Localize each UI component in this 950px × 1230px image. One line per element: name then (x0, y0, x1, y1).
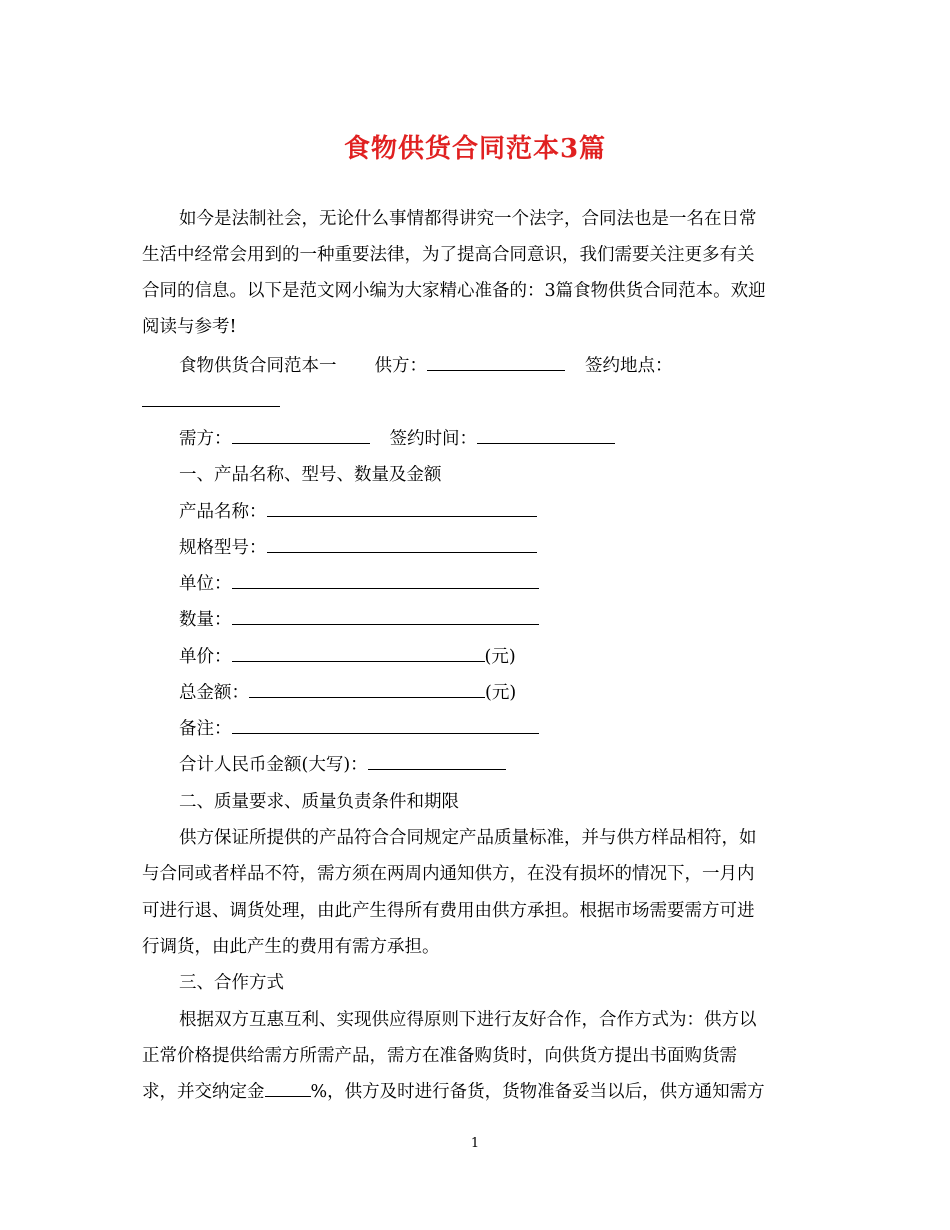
document-title: 食物供货合同范本3篇 (343, 134, 607, 164)
contract-heading: 食物供货合同范本一 (179, 356, 337, 376)
sign-place-label: 签约地点： (585, 356, 673, 376)
page-number: 1 (470, 1136, 480, 1151)
intro-line-3: 合同的信息。以下是范文网小编为大家精心准备的：3篇食物供货合同范本。欢迎 (142, 281, 766, 301)
section-2-line-1: 供方保证所提供的产品符合合同规定产品质量标准，并与供方样品相符，如 (179, 828, 757, 848)
intro-line-1: 如今是法制社会，无论什么事情都得讲究一个法字，合同法也是一名在日常 (179, 209, 757, 229)
rmb-total-line (179, 753, 845, 777)
unit-price-label: 单价： (179, 647, 232, 667)
sign-time-blank (477, 427, 615, 444)
product-name-blank (267, 500, 537, 517)
sign-place-line (142, 390, 808, 414)
sign-time-label: 签约时间： (389, 429, 477, 449)
remarks-blank (232, 717, 539, 734)
total-amount-blank (249, 681, 485, 698)
unit-line (179, 572, 845, 596)
buyer-line (179, 427, 845, 451)
section-2-line-2: 与合同或者样品不符，需方须在两周内通知供方，在没有损坏的情况下，一月内 (142, 864, 755, 884)
unit-price-blank (232, 645, 485, 662)
unit-label: 单位： (179, 574, 232, 594)
unit-price-suffix: (元) (484, 647, 516, 667)
section-3-line-3 (142, 1080, 808, 1104)
unit-blank (232, 572, 539, 589)
product-name-label: 产品名称： (179, 502, 267, 522)
supplier-label: 供方： (374, 356, 427, 376)
section-3-line-3-pre: 求，并交纳定金 (142, 1082, 265, 1102)
remarks-label: 备注： (179, 719, 232, 739)
rmb-total-label: 合计人民币金额(大写)： (179, 755, 368, 775)
section-2-line-3: 可进行退、调货处理，由此产生得所有费用由供方承担。根据市场需要需方可进 (142, 901, 755, 921)
section-3-line-1: 根据双方互惠互利、实现供应得原则下进行友好合作，合作方式为：供方以 (179, 1010, 757, 1030)
total-amount-line (179, 681, 845, 705)
buyer-blank (232, 427, 370, 444)
unit-price-line (179, 645, 845, 669)
section-2-line-4: 行调货，由此产生的费用有需方承担。 (142, 937, 440, 957)
spec-model-label: 规格型号： (179, 538, 267, 558)
product-name-line (179, 500, 845, 524)
quantity-line (179, 608, 845, 632)
supplier-blank (427, 354, 565, 371)
section-3-line-2: 正常价格提供给需方所需产品，需方在准备购货时，向供货方提出书面购货需 (142, 1046, 737, 1066)
spec-model-line (179, 536, 845, 560)
intro-line-4: 阅读与参考! (142, 317, 237, 337)
quantity-blank (232, 608, 539, 625)
rmb-total-blank (368, 753, 506, 770)
section-3-title: 三、合作方式 (179, 973, 284, 993)
section-3-line-3-post: %，供方及时进行备货，货物准备妥当以后，供方通知需方 (310, 1082, 765, 1102)
spec-model-blank (267, 536, 537, 553)
section-1-title: 一、产品名称、型号、数量及金额 (179, 465, 442, 485)
buyer-label: 需方： (179, 429, 232, 449)
remarks-line (179, 717, 845, 741)
contract-header-line (179, 354, 845, 378)
total-amount-suffix: (元) (485, 683, 517, 703)
total-amount-label: 总金额： (179, 683, 249, 703)
quantity-label: 数量： (179, 610, 232, 630)
intro-line-2: 生活中经常会用到的一种重要法律，为了提高合同意识，我们需要关注更多有关 (142, 245, 755, 265)
deposit-percent-blank (265, 1080, 311, 1097)
sign-place-blank (142, 390, 280, 407)
section-2-title: 二、质量要求、质量负责条件和期限 (179, 792, 459, 812)
